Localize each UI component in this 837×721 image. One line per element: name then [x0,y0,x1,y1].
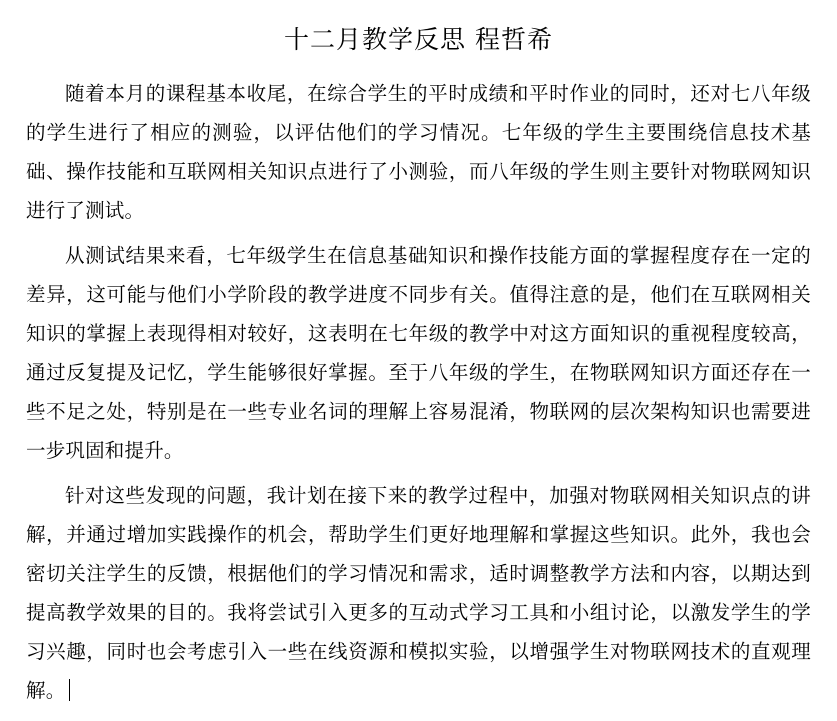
paragraph-2: 从测试结果来看，七年级学生在信息基础知识和操作技能方面的掌握程度存在一定的差异，这可能与他们小学阶段的教学进度不同步有关。值得注意的是，他们在互联网相关知识的掌握上表现得相对较好，这表明在七年级的教学中对这方面知识的重视程度较高，通过反复提及记忆，学生能够很好掌握。至于八年级的学生，在物联网知识方面还存在一些不足之处，特别是在一些专业名词的理解上容易混淆，物联网的层次架构知识也需要进一步巩固和提升。 [26,244,811,462]
page-title: 十二月教学反思 程哲希 [284,25,553,54]
paragraph-3 [26,476,811,710]
paragraph-3-text: 针对这些发现的问题，我计划在接下来的教学过程中，加强对物联网相关知识点的讲解，并通过增加实践操作的机会，帮助学生们更好地理解和掌握这些知识。此外，我也会密切关注学生的反馈，根据他们的学习情况和需求，适时调整教学方法和内容，以期达到提高教学效果的目的。我将尝试引入更多的互动式学习工具和小组讨论，以激发学生的学习兴趣，同时也会考虑引入一些在线资源和模拟实验，以增强学生对物联网技术的直观理解。 [26,484,811,702]
text-cursor [69,679,70,701]
paragraph-1: 随着本月的课程基本收尾，在综合学生的平时成绩和平时作业的同时，还对七八年级的学生进行了相应的测验，以评估他们的学习情况。七年级的学生主要围绕信息技术基础、操作技能和互联网相关知识点进行了小测验，而八年级的学生则主要针对物联网知识进行了测试。 [26,82,811,222]
